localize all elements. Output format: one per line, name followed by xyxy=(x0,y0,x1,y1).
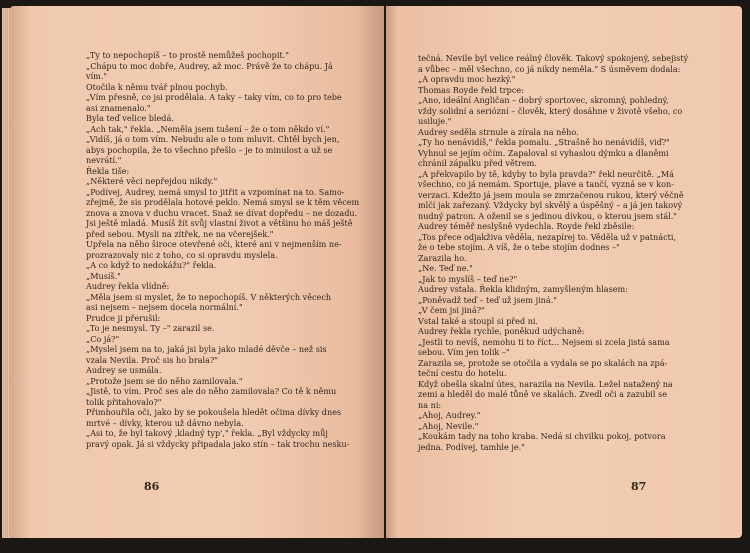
text-line: „Jistě, to vím. Proč ses ale do něho zamilovala? Co tě k němu xyxy=(86,386,337,396)
text-line: Byla teď velice bledá. xyxy=(86,113,174,123)
text-line: že o tebe stojím. A víš, že o tebe stojím dodnes –" xyxy=(418,242,620,252)
text-line: „Musíš." xyxy=(86,270,121,281)
text-line: Thomas Royde řekl trpce: xyxy=(418,84,524,95)
text-line: „Chápu to moc dobře, Audrey, až moc. Právě že to chápu. Já xyxy=(86,60,333,71)
text-line: „Ty ho nenávidíš," řekla pomalu. „Strašně ho nenávidíš, viď?" xyxy=(418,137,670,147)
left-page-number: 86 xyxy=(144,480,160,493)
text-line: „Vidíš, já o tom vím. Nebudu ale o tom mluvit. Chtěl bych jen, xyxy=(86,134,340,144)
text-line: před sebou. Mysli na zítřek, ne na včerejšek." xyxy=(86,228,274,239)
text-line: sebou. Vím jen tolik –" xyxy=(418,347,510,357)
text-line: na ni: xyxy=(418,399,442,410)
text-line: nudný patron. A oženil se s jedinou dívkou, o kterou jsem stál." xyxy=(418,210,678,221)
text-line: „Podívej, Audrey, nemá smysl to jitřit a vzpomínat na to. Samo- xyxy=(86,186,345,197)
text-line: Prudce ji přerušil: xyxy=(86,312,161,323)
text-line: Vstal také a stoupl si před ni. xyxy=(418,315,539,326)
text-line: mrtvé – dívky, kterou už dávno nebyla. xyxy=(86,417,244,428)
text-line: Přimhouřila oči, jako by se pokoušela hledět očima dívky dnes xyxy=(86,407,342,417)
text-line: „Měla jsem si myslet, že to nepochopíš. V některých věcech xyxy=(86,291,332,302)
text-line: znova a znova v duchu vracet. Snaž se dívat dopředu – ne dozadu. xyxy=(86,207,358,218)
text-line: tečná. Nevile byl velice reálný člověk. Takový spokojený, sebejistý xyxy=(418,53,689,63)
text-line: zemi a hleděl do malé tůně ve skalách. Zvedl oči a zazubil se xyxy=(418,389,667,399)
text-line: Audrey řekla rychle, poněkud udýchaně: xyxy=(418,326,585,336)
right-page-number: 87 xyxy=(631,480,647,493)
text-line: pravý opak. Já si vždycky připadala jako stín – tak trochu nesku- xyxy=(86,438,350,449)
text-line: „Ty to nepochopíš – to prostě nemůžeš pochopit." xyxy=(86,50,289,60)
text-line: „Protože jsem se do něho zamilovala." xyxy=(86,375,243,386)
text-line: Otočila k němu tvář plnou pochyb. xyxy=(86,81,228,92)
text-line: vzala Nevila. Proč sis ho brala?" xyxy=(86,354,219,365)
text-line: mlčí jak zařezaný. Vždycky byl skvělý a úspěšný – a já jen takový xyxy=(418,200,683,210)
text-line: Upřela na něho široce otevřené oči, které ani v nejmenším ne- xyxy=(86,239,342,249)
left-page-text xyxy=(86,50,382,449)
text-line: „Vím přesně, co jsi prodělala. A taky – taky vím, co to pro tebe xyxy=(86,92,342,102)
text-line: asi nejsem – nejsem docela normální." xyxy=(86,302,243,312)
text-line: „Poněvadž teď – teď už jsem jiná." xyxy=(418,294,557,305)
text-line: „Ahoj, Nevile." xyxy=(418,420,479,431)
text-line: „A co když to nedokážu?" řekla. xyxy=(86,260,217,270)
text-line: „Ano, ideální Angličan – dobrý sportovec, skromný, pohledný, xyxy=(418,95,669,105)
text-line: „Ne. Teď ne." xyxy=(418,263,473,273)
text-line: abys pochopila, že to všechno přešlo – je to minulost a už se xyxy=(86,144,333,155)
text-line: jedna. Podívej, tamhle je." xyxy=(418,441,525,452)
text-line: „Myslel jsem na to, jaká jsi byla jako mladé děvče – než sis xyxy=(86,344,327,354)
right-page-text xyxy=(418,53,724,452)
text-line: „V čem jsi jiná?" xyxy=(418,305,485,315)
text-line: zřejmě, že sis prodělala hotové peklo. Nemá smysl se k těm věcem xyxy=(86,197,360,207)
text-line: prozrazovaly nic z toho, co si opravdu myslela. xyxy=(86,249,278,260)
text-line: Když obešla skalní útes, narazila na Nevila. Ležel natažený na xyxy=(418,378,673,389)
text-line: „Asi to, že byl takový ‚kladný typ'," řekla. „Byl vždycky můj xyxy=(86,428,328,438)
text-line: „Některé věci nepřejdou nikdy." xyxy=(86,176,218,186)
text-line: Audrey se usmála. xyxy=(86,365,162,375)
text-line: teční cestu do hotelu. xyxy=(418,368,507,378)
text-line: vím." xyxy=(86,71,108,81)
text-line: Audrey vstala. Řekla klidným, zamyšleným hlasem: xyxy=(418,284,628,294)
text-line: nevrátí." xyxy=(86,155,122,165)
text-line: „Co já?" xyxy=(86,333,120,344)
text-line: tolik přitahovalo?" xyxy=(86,396,162,407)
text-line: usiluje." xyxy=(418,116,452,126)
text-line: a vůbec – měl všechno, co já nikdy neměla." S úsměvem dodala: xyxy=(418,63,681,74)
text-line: „Ach tak," řekla. „Neměla jsem tušení – že o tom někdo ví." xyxy=(86,123,330,134)
text-line: vždy solidní a seriózní – člověk, který dosáhne v životě všeho, co xyxy=(418,105,683,116)
text-line: chránil zápalku před větrem. xyxy=(418,158,537,168)
text-line: Řekla tiše: xyxy=(86,165,130,176)
text-line: „Jestli to nevíš, nemohu ti to říct... Nejsem si zcela jistá sama xyxy=(418,336,670,347)
text-line: všechno, co já nemám. Sportuje, plave a tančí, vyzná se v kon- xyxy=(418,179,674,189)
text-line: asi znamenalo." xyxy=(86,102,151,113)
right-page xyxy=(386,6,742,538)
text-line: Audrey téměř neslyšně vydechla. Royde řekl zběsile: xyxy=(418,221,635,231)
text-line: Jsi ještě mladá. Musíš žít svůj vlastní život a většinu ho máš ještě xyxy=(86,218,353,228)
text-line: „A překvapilo by tě, kdyby to byla pravda?" řekl neurčitě. „Má xyxy=(418,168,675,179)
text-line: „To je nesmysl. Ty –" zarazil se. xyxy=(86,323,215,333)
text-line: Zarazila se, protože se otočila a vydala se po skalách na zpá- xyxy=(418,357,668,368)
text-line: Zarazila ho. xyxy=(418,252,467,263)
text-line: Audrey seděla strnule a zírala na něho. xyxy=(418,126,579,137)
text-line: „A opravdu moc hezký." xyxy=(418,74,516,84)
text-line: Audrey řekla vlídně: xyxy=(86,281,170,291)
text-line: „Koukám tady na toho kraba. Nedá si chvilku pokoj, potvora xyxy=(418,431,666,441)
text-line: verzaci. Kdežto já jsem moula se zmrzačenou rukou, který věčně xyxy=(418,189,684,200)
text-line: Vyhnul se jejím očím. Zapaloval si vyhaslou dýmku a dlaněmi xyxy=(418,147,669,158)
text-line: „Ahoj, Audrey." xyxy=(418,410,481,420)
left-page xyxy=(10,6,384,538)
text-line: „Jak to myslíš – teď ne?" xyxy=(418,273,518,284)
text-line: „Tos přece odjakživa věděla, nezapírej to. Věděla už v patnácti, xyxy=(418,231,677,242)
